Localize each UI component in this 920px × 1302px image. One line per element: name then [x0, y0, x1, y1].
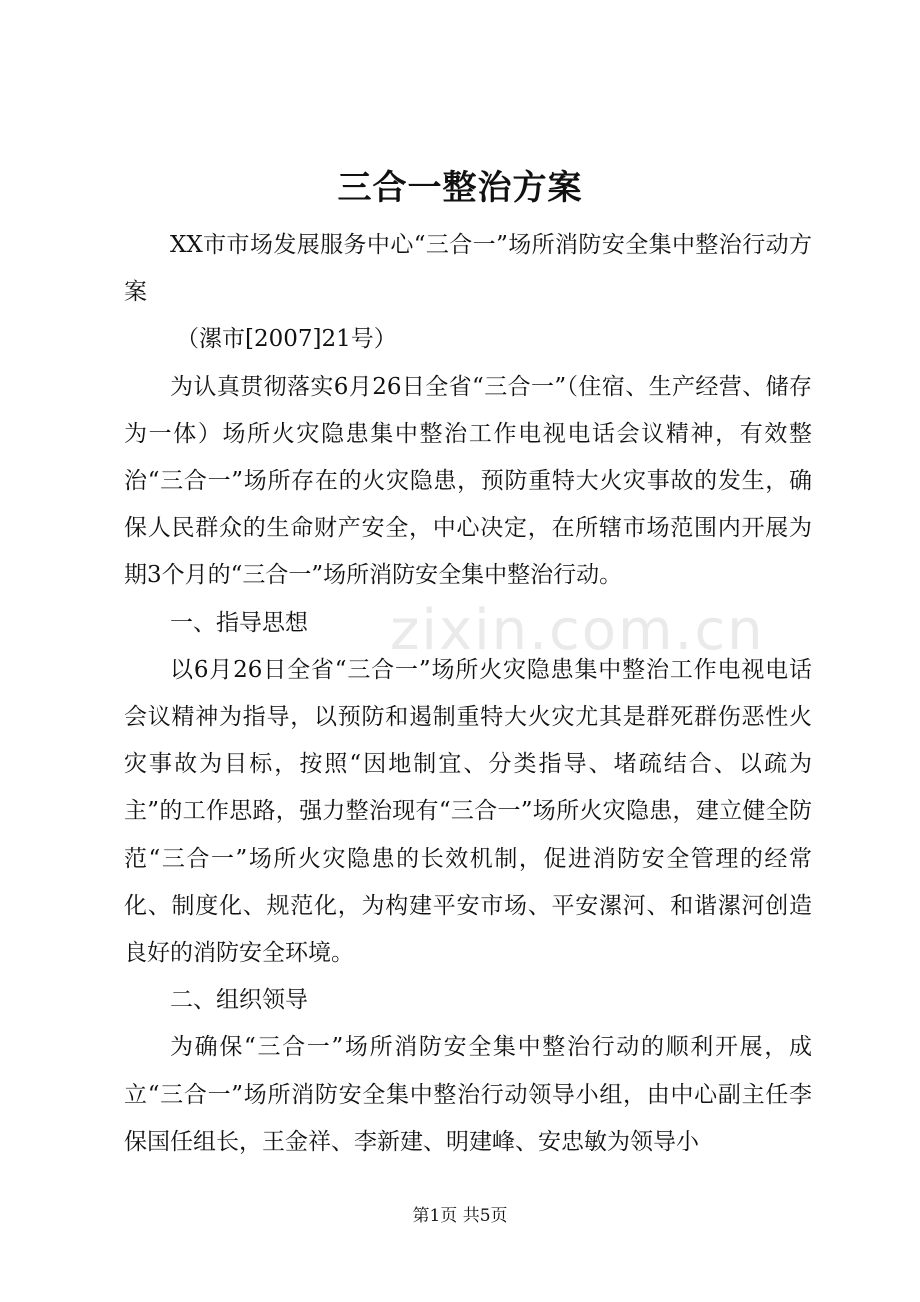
watermark: zixin.com.cn	[390, 598, 765, 663]
document-number: （漯市[2007]21号）	[176, 326, 397, 353]
section-heading-guiding-principle: 一、指导思想	[170, 609, 308, 636]
intro-paragraph: 为认真贯彻落实6月26日全省“三合一”（住宿、生产经营、储存为一体）场所火灾隐患集中整治工作电视电话会议精神，有效整治“三合一”场所存在的火灾隐患，预防重特大火灾事故的发生，确保人民群众的生命财产安全，中心决定，在所辖市场范围内开展为期3个月的“三合一”场所消防安全集中整治行动。	[124, 373, 812, 589]
page-footer: 第1页 共5页	[412, 1206, 508, 1226]
section-heading-organization: 二、组织领导	[170, 987, 308, 1014]
page-title: 三合一整治方案	[337, 168, 583, 208]
guiding-principle-paragraph: 以6月26日全省“三合一”场所火灾隐患集中整治工作电视电话会议精神为指导，以预防和遏制重特大火灾尤其是群死群伤恶性火灾事故为目标，按照“因地制宜、分类指导、堵疏结合、以疏为主”的工作思路，强力整治现有“三合一”场所火灾隐患，建立健全防范“三合一”场所火灾隐患的长效机制，促进消防安全管理的经常化、制度化、规范化，为构建平安市场、平安漯河、和谐漯河创造良好的消防安全环境。	[124, 656, 812, 967]
subtitle-paragraph: XX市市场发展服务中心“三合一”场所消防安全集中整治行动方案	[124, 232, 812, 306]
document-body	[124, 222, 812, 1166]
organization-paragraph: 为确保“三合一”场所消防安全集中整治行动的顺利开展，成立“三合一”场所消防安全集中整治行动领导小组，由中心副主任李保国任组长，王金祥、李新建、明建峰、安忠敏为领导小	[124, 1034, 812, 1155]
